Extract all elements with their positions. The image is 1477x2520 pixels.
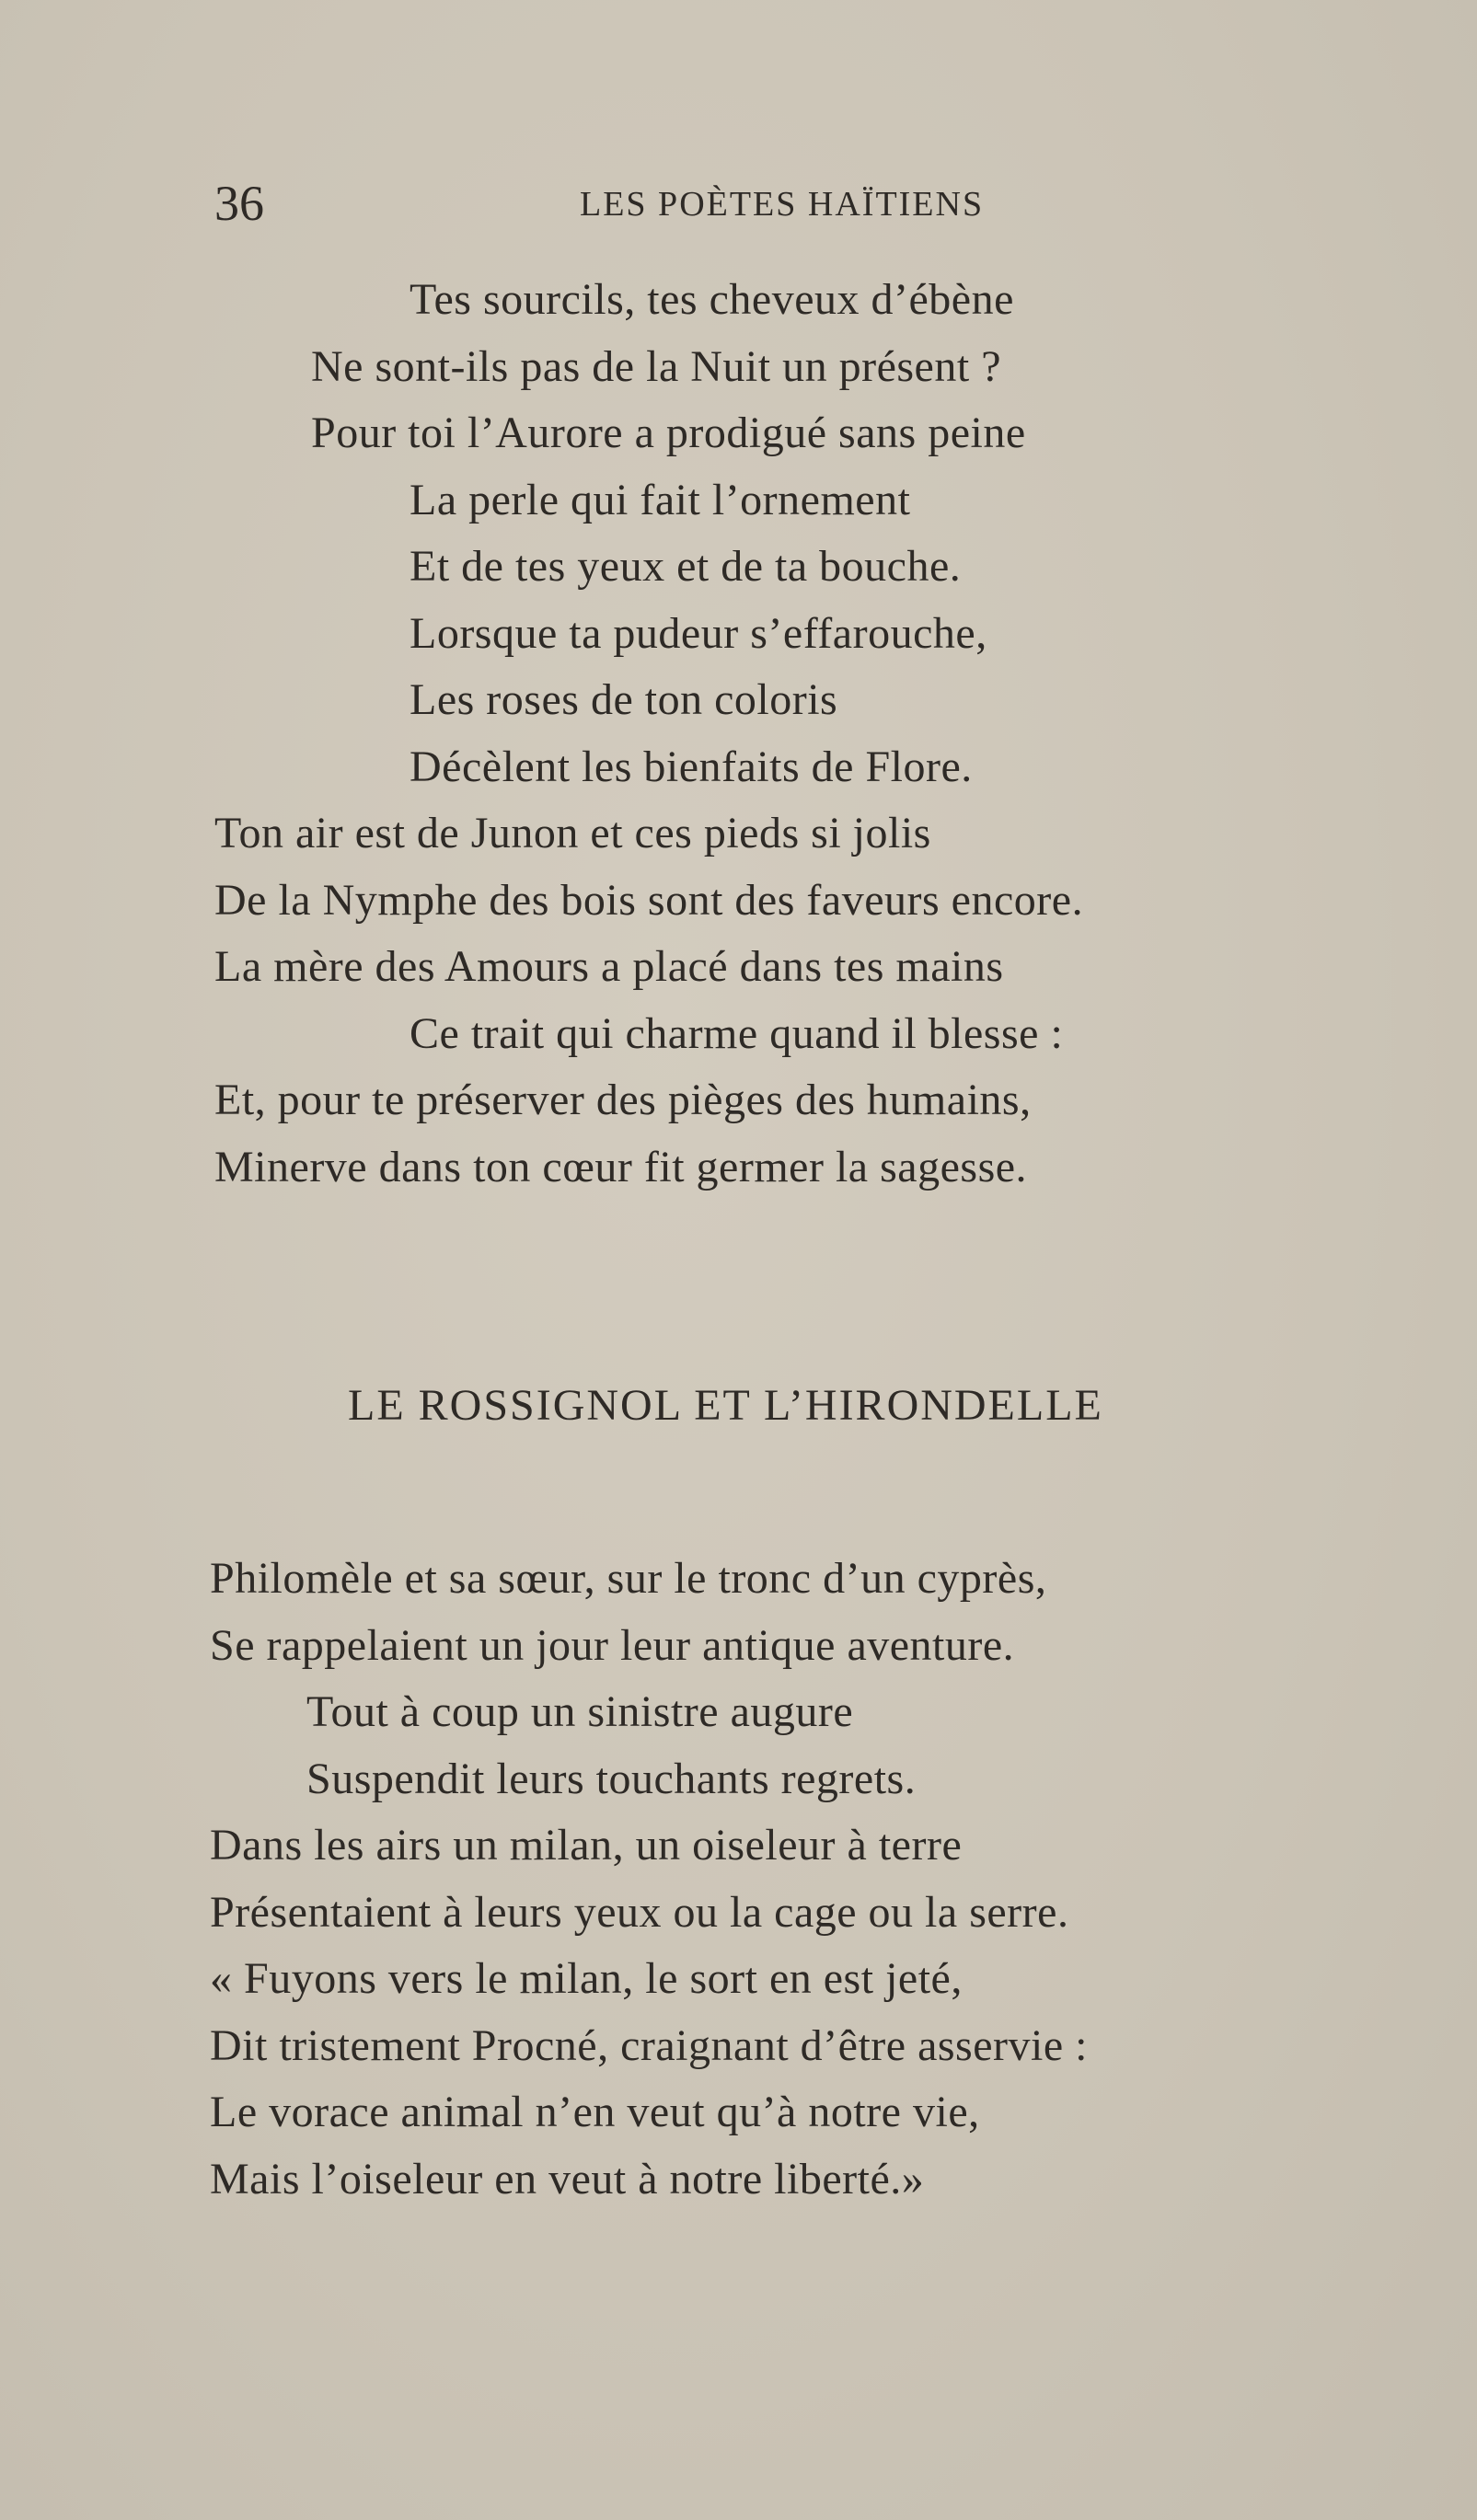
- verse-line: Dit tristement Procné, craignant d’être asservie :: [210, 2020, 1088, 2070]
- verse-line: Dans les airs un milan, un oiseleur à terre: [210, 1821, 963, 1870]
- verse-line: Ne sont-ils pas de la Nuit un présent ?: [311, 341, 1001, 391]
- verse-line: Lorsque ta pudeur s’effarouche,: [410, 608, 987, 658]
- verse-line: Mais l’oiseleur en veut à notre liberté.»: [210, 2154, 925, 2204]
- verse-line: Ce trait qui charme quand il blesse :: [410, 1008, 1064, 1058]
- verse-line: « Fuyons vers le milan, le sort en est jeté,: [210, 1954, 963, 2003]
- poem-stanza-2: [0, 1546, 1477, 2213]
- page-header: [0, 175, 1477, 230]
- verse-line: La perle qui fait l’ornement: [410, 475, 911, 524]
- verse-line: Et de tes yeux et de ta bouche.: [410, 542, 962, 591]
- running-title: LES POÈTES HAÏTIENS: [580, 185, 985, 224]
- verse-line: Suspendit leurs touchants regrets.: [306, 1754, 917, 1803]
- verse-line: Présentaient à leurs yeux ou la cage ou la serre.: [210, 1887, 1069, 1937]
- poem-stanza-1: [0, 267, 1477, 1201]
- verse-line: Tout à coup un sinistre augure: [306, 1687, 854, 1736]
- verse-line: Tes sourcils, tes cheveux d’ébène: [410, 275, 1014, 324]
- verse-line: Le vorace animal n’en veut qu’à notre vie,: [210, 2088, 980, 2136]
- poem-title: LE ROSSIGNOL ET L’HIRONDELLE: [348, 1381, 1103, 1430]
- verse-line: Pour toi l’Aurore a prodigué sans peine: [311, 408, 1026, 457]
- verse-line: Décèlent les bienfaits de Flore.: [410, 742, 973, 791]
- verse-line: La mère des Amours a placé dans tes mains: [214, 942, 1004, 991]
- verse-line: Les roses de ton coloris: [410, 675, 838, 724]
- verse-line: Minerve dans ton cœur fit germer la sagesse.: [214, 1142, 1028, 1191]
- verse-line: De la Nymphe des bois sont des faveurs encore.: [214, 875, 1084, 925]
- verse-line: Ton air est de Junon et ces pieds si jolis: [214, 809, 931, 857]
- verse-line: Et, pour te préserver des pièges des humains,: [214, 1076, 1032, 1124]
- verse-line: Se rappelaient un jour leur antique aventure.: [210, 1620, 1015, 1670]
- verse-line: Philomèle et sa sœur, sur le tronc d’un cyprès,: [210, 1554, 1047, 1603]
- page-number: 36: [214, 176, 264, 231]
